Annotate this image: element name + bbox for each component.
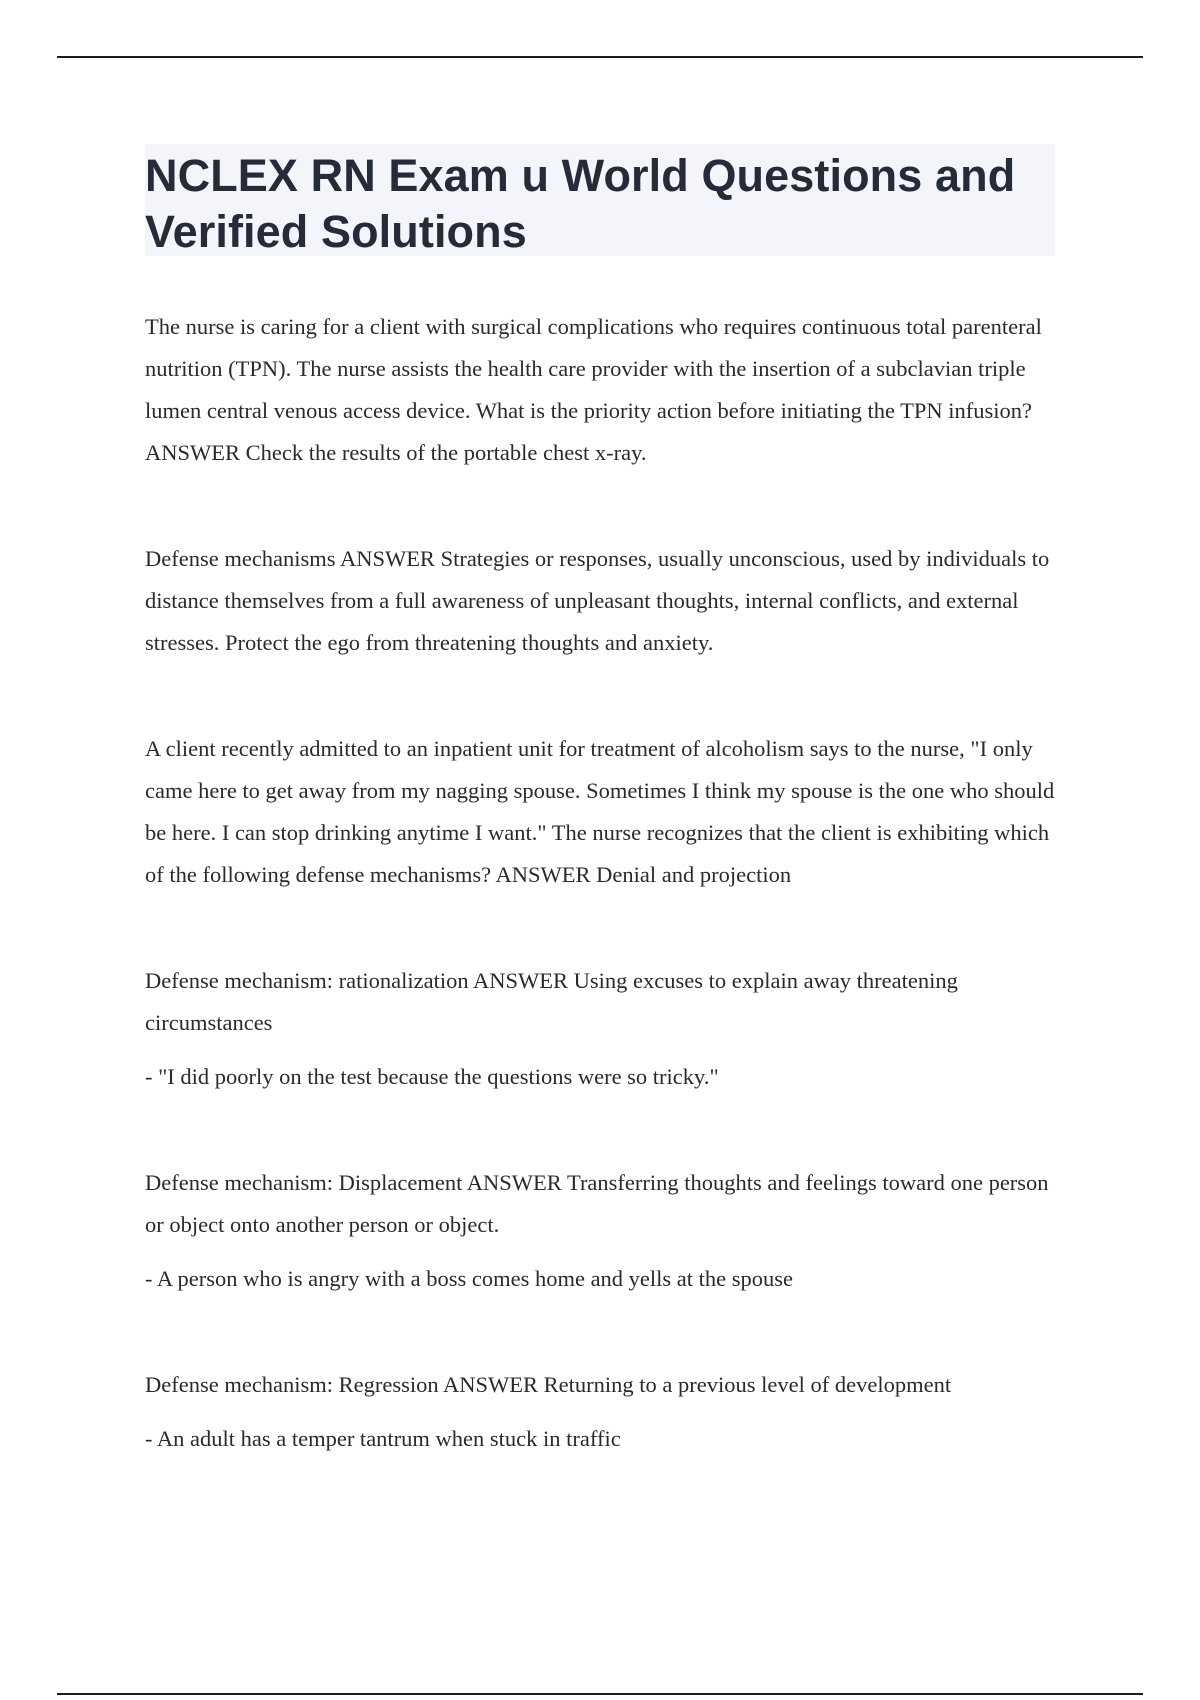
document-body — [145, 306, 1070, 1460]
qa-entry-example: - An adult has a temper tantrum when stuck in traffic — [145, 1426, 621, 1451]
qa-entry-4 — [145, 960, 1070, 1098]
qa-entry-3 — [145, 728, 1070, 896]
qa-entry-text: Defense mechanism: Displacement ANSWER Transferring thoughts and feelings toward one person or object onto another person or object. — [145, 1170, 1049, 1237]
top-rule — [57, 56, 1143, 58]
qa-entry-text: Defense mechanisms ANSWER Strategies or responses, usually unconscious, used by individuals to distance themselves from a full awareness of unpleasant thoughts, internal conflicts, and external stresses. Protect the ego from threatening thoughts and anxiety. — [145, 546, 1050, 655]
qa-entry-2 — [145, 538, 1070, 664]
qa-entry-1 — [145, 306, 1070, 474]
qa-entry-text: Defense mechanism: Regression ANSWER Returning to a previous level of development — [145, 1372, 952, 1397]
qa-entry-6 — [145, 1364, 1070, 1460]
qa-entry-example: - A person who is angry with a boss comes home and yells at the spouse — [145, 1266, 794, 1291]
qa-entry-example: - "I did poorly on the test because the questions were so tricky." — [145, 1064, 719, 1089]
document-title: NCLEX RN Exam u World Questions and Verified Solutions — [145, 150, 1016, 257]
title-block — [145, 144, 1055, 256]
qa-entry-5 — [145, 1162, 1070, 1300]
bottom-rule — [57, 1693, 1143, 1695]
qa-entry-text: The nurse is caring for a client with surgical complications who requires continuous total parenteral nutrition (TPN). The nurse assists the health care provider with the insertion of a subclavian triple lumen central venous access device. What is the priority action before initiating the TPN infusion? ANSWER Check the results of the portable chest x-ray. — [145, 314, 1042, 465]
qa-entry-text: A client recently admitted to an inpatient unit for treatment of alcoholism says to the nurse, "I only came here to get away from my nagging spouse. Sometimes I think my spouse is the one who should be here. I can stop drinking anytime I want." The nurse recognizes that the client is exhibiting which of the following defense mechanisms? ANSWER Denial and projection — [145, 736, 1055, 887]
qa-entry-text: Defense mechanism: rationalization ANSWER Using excuses to explain away threatening circumstances — [145, 968, 958, 1035]
